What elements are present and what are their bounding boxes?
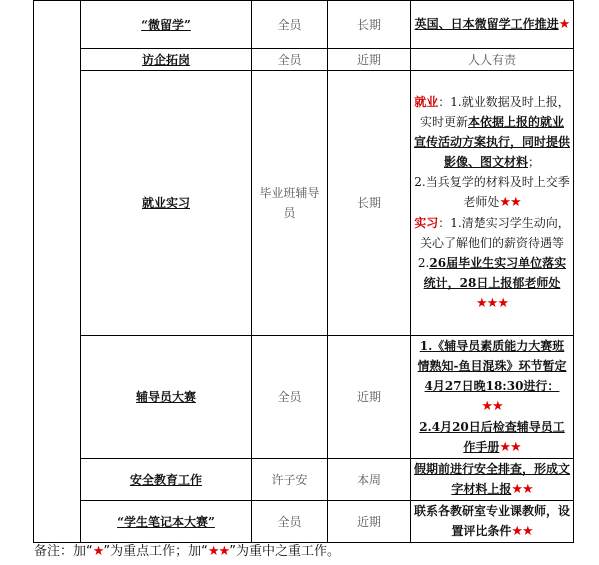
note-text: 假期前进行安全排查，形成文字材料上报 — [414, 462, 571, 496]
person-name: 全员 — [277, 52, 302, 67]
note-text: ：1.清楚实习学生动向，关心了解他们的薪资待遇等 — [419, 216, 570, 250]
person-cell — [252, 1, 328, 49]
note-text: 人人有责 — [467, 52, 516, 67]
period-value: 长期 — [356, 196, 381, 210]
priority-star-icon: ★★★ — [476, 296, 508, 311]
note-text: 1.《辅导员素质能力大赛班情熟知-鱼目混珠》环节暂定4月27日晚18:30进行： — [417, 339, 567, 393]
note-paragraph — [414, 417, 570, 458]
project-name: 辅导员大赛 — [135, 390, 196, 404]
person-name: 全员 — [277, 390, 302, 404]
person-cell — [252, 71, 328, 336]
note-text: 26届毕业生实习单位落实统计，28日上报郁老师处 — [423, 256, 567, 290]
footnote-prefix: 备注：加“ — [34, 544, 93, 559]
person-cell — [252, 49, 328, 71]
table-row — [34, 459, 574, 501]
note-text: 2.当兵复学的材料及时上交季老师处 — [414, 175, 570, 209]
note-text: 2. — [417, 256, 430, 270]
note-text: 本依据上报的就业宣传活动方案执行，同时提供影像、图文材料 — [414, 115, 571, 169]
note-cell — [411, 501, 574, 543]
project-name: “学生笔记本大赛” — [117, 514, 215, 529]
project-name: 访企拓岗 — [141, 52, 190, 67]
person-name: 全员 — [277, 514, 302, 529]
note-paragraph — [414, 14, 570, 35]
project-cell — [81, 49, 252, 71]
project-cell — [81, 501, 252, 543]
table-row — [34, 1, 574, 49]
note-paragraph — [414, 501, 570, 542]
note-cell — [411, 49, 574, 71]
note-text: 英国、日本微留学工作推进 — [414, 17, 559, 31]
project-name: 安全教育工作 — [129, 472, 202, 487]
note-paragraph — [414, 253, 570, 314]
star-icon: ★ — [92, 544, 104, 559]
note-text: 2.4月20日后检查辅导员工作手册 — [419, 420, 565, 454]
project-name: “微留学” — [141, 17, 191, 32]
period-value: 近期 — [356, 52, 381, 67]
project-cell — [81, 336, 252, 459]
period-cell — [328, 71, 411, 336]
note-text: 就业 — [414, 95, 439, 109]
note-text: ：1.就业数据及时上报，实时更新 — [419, 95, 570, 129]
table-row — [34, 71, 574, 336]
project-name: 就业实习 — [141, 196, 190, 210]
note-cell — [411, 459, 574, 501]
note-paragraph — [414, 459, 570, 500]
work-plan-table — [33, 0, 574, 543]
project-cell — [81, 71, 252, 336]
person-cell — [252, 336, 328, 459]
table-row — [34, 501, 574, 543]
period-value: 近期 — [356, 514, 381, 529]
priority-star-icon: ★★ — [511, 482, 533, 497]
priority-star-icon: ★★ — [499, 440, 521, 455]
note-cell — [411, 1, 574, 49]
project-cell — [81, 459, 252, 501]
note-paragraph — [414, 336, 570, 417]
note-text: 实习 — [414, 216, 439, 230]
table-row — [34, 49, 574, 71]
person-cell — [252, 501, 328, 543]
priority-star-icon: ★★ — [511, 524, 533, 539]
person-name: 毕业班辅导员 — [259, 186, 320, 220]
person-name: 全员 — [277, 17, 302, 32]
period-cell — [328, 336, 411, 459]
note-paragraph — [414, 50, 570, 70]
note-cell — [411, 336, 574, 459]
period-cell — [328, 501, 411, 543]
note-text: ； — [528, 155, 541, 169]
note-paragraph — [414, 92, 570, 172]
priority-star-icon: ★ — [558, 17, 570, 32]
project-cell — [81, 1, 252, 49]
period-value: 长期 — [356, 17, 381, 32]
note-text: 联系各教研室专业课教师，设置评比条件 — [414, 504, 571, 538]
priority-star-icon: ★★ — [499, 195, 521, 210]
note-cell — [411, 71, 574, 336]
category-cell — [34, 1, 81, 543]
note-paragraph — [414, 172, 570, 213]
priority-star-icon: ★★ — [481, 399, 503, 414]
note-paragraph — [414, 213, 570, 253]
footnote — [34, 540, 340, 559]
double-star-icon: ★★ — [207, 544, 230, 559]
period-cell — [328, 49, 411, 71]
period-value: 近期 — [356, 390, 381, 404]
footnote-middle: ”为重点工作；加“ — [103, 544, 208, 559]
period-cell — [328, 459, 411, 501]
table-row — [34, 336, 574, 459]
person-cell — [252, 459, 328, 501]
person-name: 许子安 — [271, 472, 308, 487]
footnote-suffix: ”为重中之重工作。 — [229, 544, 340, 559]
period-value: 本周 — [356, 472, 381, 487]
period-cell — [328, 1, 411, 49]
